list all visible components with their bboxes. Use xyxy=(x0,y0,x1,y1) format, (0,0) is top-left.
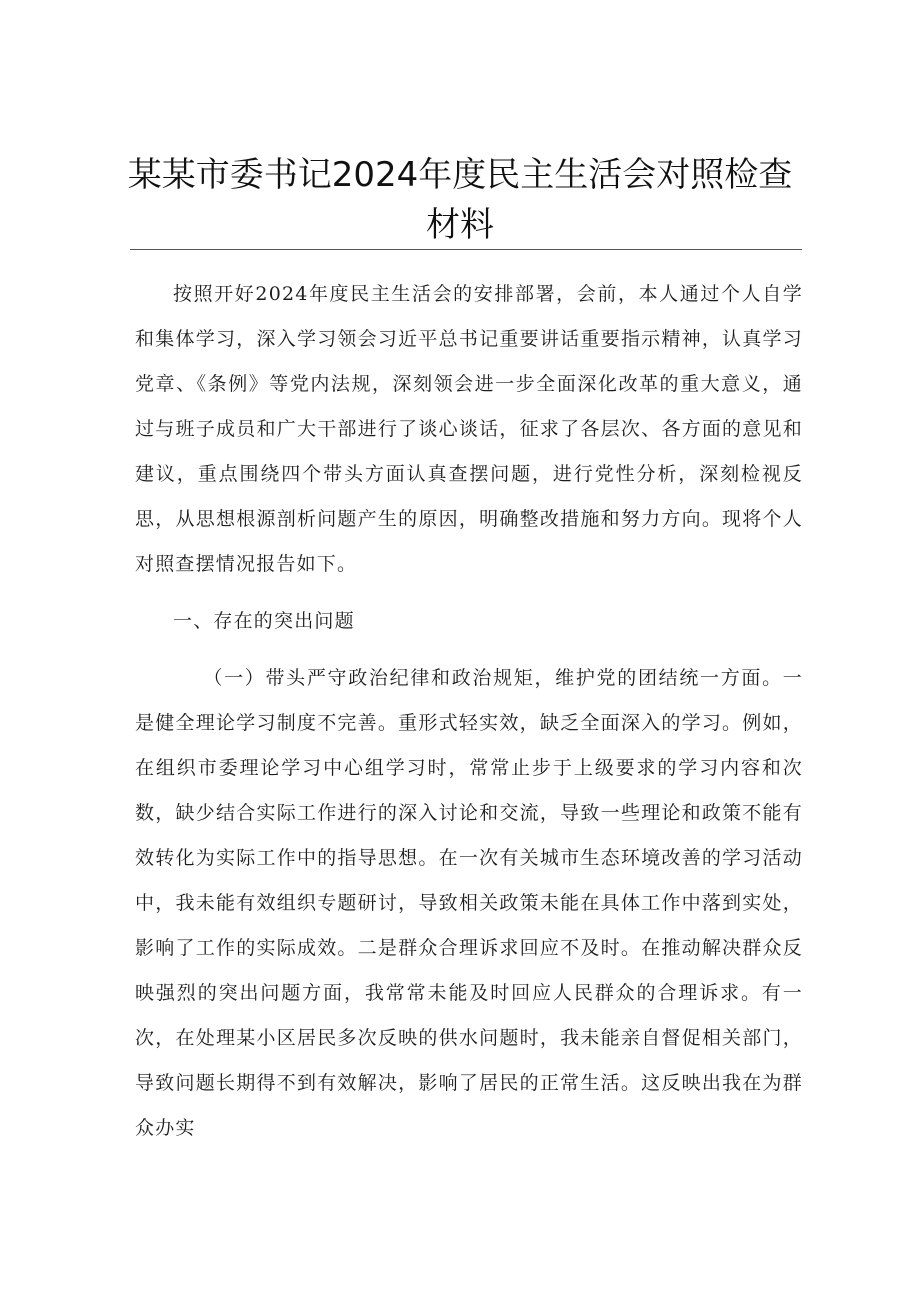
title-line-1: 某某市委书记2024年度民主生活会对照检查 xyxy=(127,155,793,195)
document-body xyxy=(135,272,803,1151)
section-paragraph: （一）带头严守政治纪律和政治规矩，维护党的团结统一方面。一是健全理论学习制度不完善。重形式轻实效，缺乏全面深入的学习。例如，在组织市委理论学习中心组学习时，常常止步于上级要求的学习内容和次数，缺少结合实际工作进行的深入讨论和交流，导致一些理论和政策不能有效转化为实际工作中的指导思想。在一次有关城市生态环境改善的学习活动中，我未能有效组织专题研讨，导致相关政策未能在具体工作中落到实处，影响了工作的实际成效。二是群众合理诉求回应不及时。在推动解决群众反映强烈的突出问题方面，我常常未能及时回应人民群众的合理诉求。有一次，在处理某小区居民多次反映的供水问题时，我未能亲自督促相关部门，导致问题长期得不到有效解决，影响了居民的正常生活。这反映出我在为群众办实 xyxy=(135,667,803,1139)
intro-paragraph: 按照开好2024年度民主生活会的安排部署，会前，本人通过个人自学和集体学习，深入学习领会习近平总书记重要讲话重要指示精神，认真学习党章、《条例》等党内法规，深刻领会进一步全面深化改革的重大意义，通过与班子成员和广大干部进行了谈心谈话，征求了各层次、各方面的意见和建议，重点围绕四个带头方面认真查摆问题，进行党性分析，深刻检视反思，从思想根源剖析问题产生的原因，明确整改措施和努力方向。现将个人对照查摆情况报告如下。 xyxy=(135,283,803,575)
section-heading: 一、存在的突出问题 xyxy=(173,610,355,632)
document-title xyxy=(120,150,800,250)
title-line-2: 材料 xyxy=(426,205,494,245)
title-underline xyxy=(130,249,802,250)
